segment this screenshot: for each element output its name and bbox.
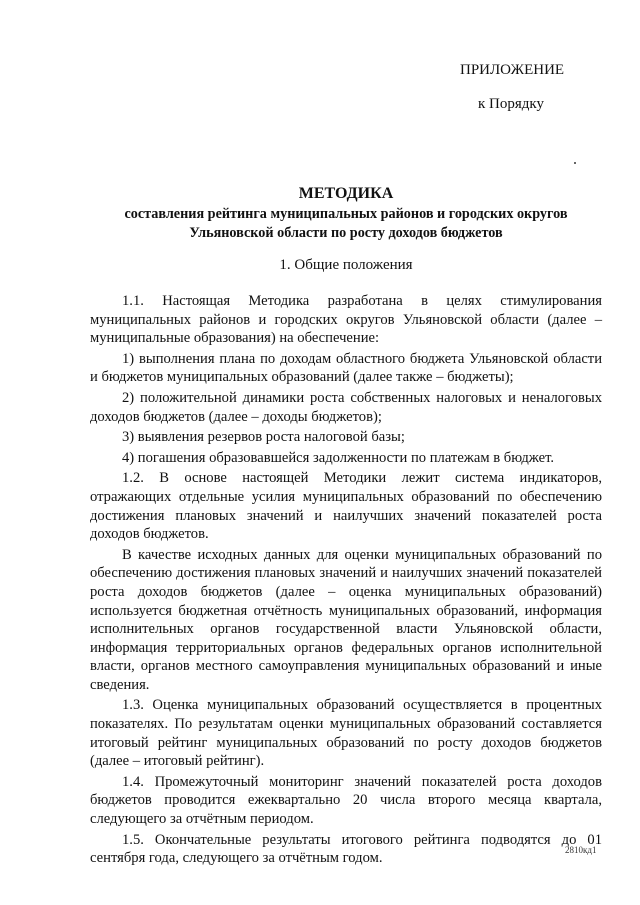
annex-reference: к Порядку [478,96,544,112]
paragraph-item-4: 4) погашения образовавшейся задолженности по платежам в бюджет. [122,449,555,466]
document-subtitle: составления рейтинга муниципальных районов и городских округов Ульяновской области по росту доходов бюджетов [124,206,568,241]
document-title: МЕТОДИКА [298,185,394,202]
section-heading: 1. Общие положения [279,257,413,273]
paragraph-item-1: 1) выполнения плана по доходам областного бюджета Ульяновской области и бюджетов муниципальных образований (далее также – бюджеты); [90,350,602,386]
scan-speck [574,162,576,164]
paragraph-item-2: 2) положительной динамики роста собственных налоговых и неналоговых доходов бюджетов (далее – доходы бюджетов); [90,389,602,425]
paragraph-1-5: 1.5. Окончательные результаты итогового рейтинга подводятся до 01 сентября года, следующего за отчётным годом. [90,831,602,867]
paragraph-1-2: 1.2. В основе настоящей Методики лежит система индикаторов, отражающих отдельные усилия муниципальных образований по обеспечению достижения плановых значений и наилучших значений показателей роста доходов бюджетов. [90,470,602,543]
paragraph-1-1: 1.1. Настоящая Методика разработана в целях стимулирования муниципальных районов и городских округов Ульяновской области (далее – муниципальные образования) на обеспечение: [90,293,602,347]
paragraph-1-4: 1.4. Промежуточный мониторинг значений показателей роста доходов бюджетов проводится ежеквартально 20 числа второго месяца квартала, следующего за отчётным периодом. [90,773,602,828]
annex-label: ПРИЛОЖЕНИЕ [460,62,565,78]
paragraph-source-data: В качестве исходных данных для оценки муниципальных образований по обеспечению достижения плановых значений и наилучших значений показателей роста доходов бюджетов (далее – оценка муниципальных образований) используется бюджетная отчётность муниципальных образований, информация исполнительных органов государственной власти Ульяновской области, информация территориальных органов федеральных органов исполнительной власти, органов местного самоуправления муниципальных образований и иные сведения. [90,546,602,693]
paragraph-item-3: 3) выявления резервов роста налоговой базы; [122,429,405,446]
footer-code: 2810кд1 [565,845,597,855]
document-body [90,292,602,870]
paragraph-1-3: 1.3. Оценка муниципальных образований осуществляется в процентных показателях. По результатам оценки муниципальных образований составляется итоговый рейтинг муниципальных образований по росту доходов бюджетов (далее – итоговый рейтинг). [90,697,602,770]
